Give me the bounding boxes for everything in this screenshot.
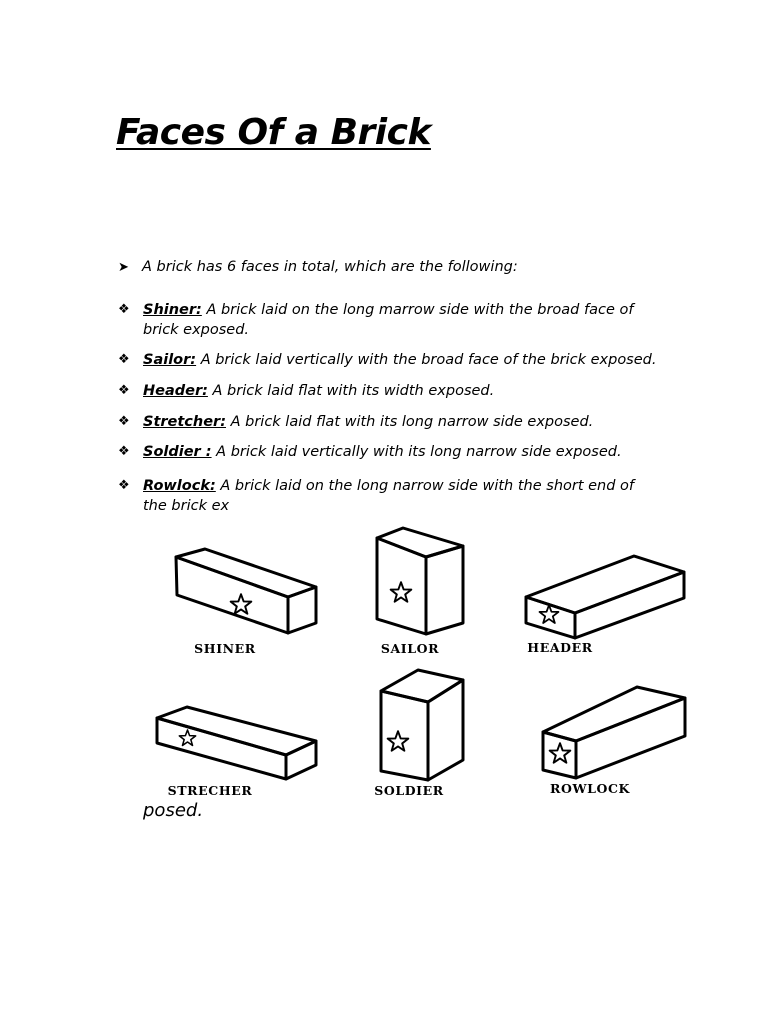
intro-text: A brick has 6 faces in total, which are the following: — [142, 259, 518, 275]
arrowhead-bullet-icon: ➤ — [118, 260, 129, 275]
four-diamond-bullet-icon: ❖ — [118, 414, 130, 429]
description-header: A brick laid flat with its width exposed. — [207, 383, 495, 399]
label-header: Header — [527, 640, 593, 655]
description-shiner: A brick laid on the long marrow side with the broad face of brick exposed. — [143, 302, 634, 338]
term-soldier: Soldier : — [143, 444, 212, 460]
page-title: Faces Of a Brick — [116, 112, 431, 153]
header-brick-drawing — [526, 556, 684, 638]
list-item-rowlock — [118, 476, 658, 516]
term-rowlock: Rowlock: — [143, 478, 216, 494]
four-diamond-bullet-icon: ❖ — [118, 444, 130, 459]
rowlock-brick-drawing — [543, 687, 685, 778]
label-strecher: Strecher — [167, 783, 253, 798]
sailor-brick-drawing — [377, 528, 463, 634]
four-diamond-bullet-icon: ❖ — [118, 302, 130, 317]
list-item-stretcher — [118, 412, 658, 432]
label-rowlock: Rowlock — [549, 781, 631, 796]
description-stretcher: A brick laid flat with its long narrow side exposed. — [226, 414, 594, 430]
term-header: Header: — [143, 383, 208, 399]
shiner-brick-drawing — [176, 549, 316, 633]
list-item-soldier — [118, 442, 658, 462]
brick-faces-figure — [140, 520, 700, 805]
label-shiner: Shiner — [194, 641, 256, 656]
trailing-text: posed. — [143, 800, 204, 821]
soldier-brick-drawing — [381, 670, 463, 780]
term-stretcher: Stretcher: — [143, 414, 226, 430]
stretcher-brick-drawing — [157, 707, 316, 779]
four-diamond-bullet-icon: ❖ — [118, 383, 130, 398]
list-item-shiner — [118, 300, 658, 340]
term-shiner: Shiner: — [143, 302, 202, 318]
label-soldier: Soldier — [374, 783, 444, 798]
description-soldier: A brick laid vertically with its long narrow side exposed. — [211, 444, 622, 460]
label-sailor: Sailor — [380, 641, 440, 656]
description-sailor: A brick laid vertically with the broad face of the brick exposed. — [196, 352, 657, 368]
description-rowlock: A brick laid on the long narrow side with the short end of the brick ex — [143, 478, 635, 514]
four-diamond-bullet-icon: ❖ — [118, 478, 130, 493]
four-diamond-bullet-icon: ❖ — [118, 352, 130, 367]
intro-line — [118, 259, 518, 275]
list-item-sailor — [118, 350, 658, 370]
term-sailor: Sailor: — [143, 352, 197, 368]
list-item-header — [118, 381, 658, 401]
